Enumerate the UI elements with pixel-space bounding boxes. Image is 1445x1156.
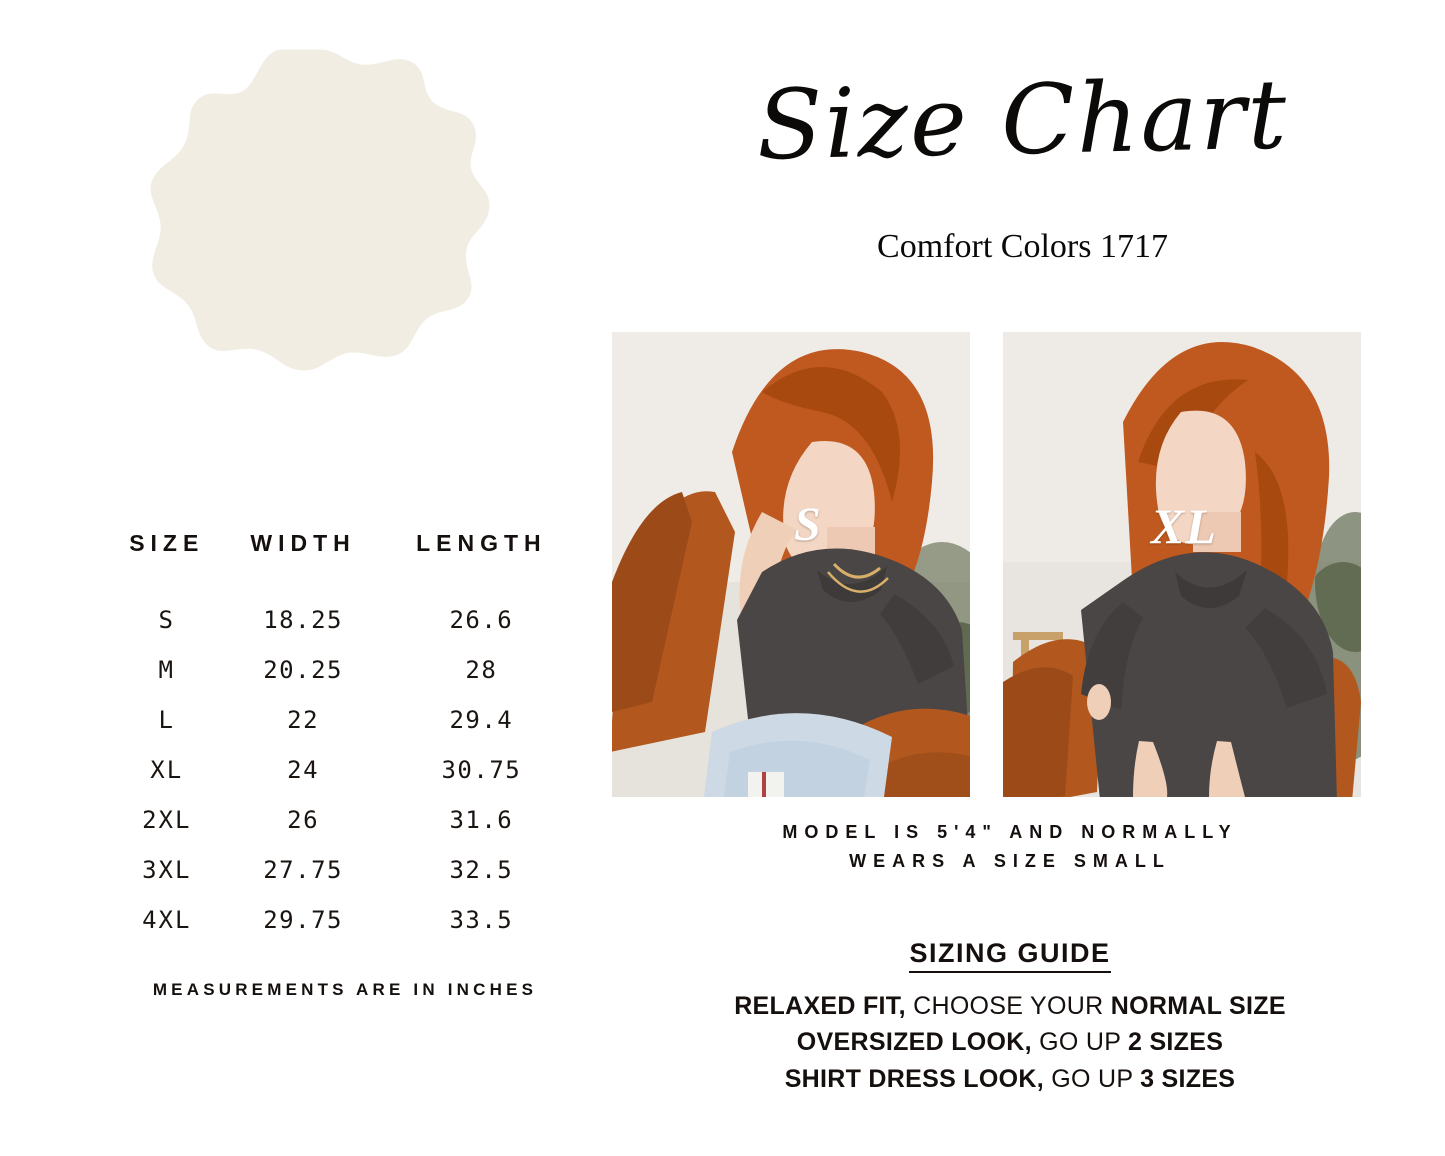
guide-line-3-plain: GO UP [1043, 1064, 1141, 1093]
right-column [600, 0, 1445, 1156]
sizing-guide-line [600, 1024, 1420, 1060]
left-column [0, 0, 600, 1156]
table-row [110, 745, 580, 795]
photo-size-label-xl: XL [1151, 498, 1217, 554]
cell-size: S [158, 606, 175, 634]
model-photo-xl [1003, 332, 1361, 797]
size-table [110, 530, 580, 945]
table-row [110, 845, 580, 895]
table-header-row [110, 530, 580, 595]
sizing-guide-line [600, 1061, 1420, 1097]
cell-length: 28 [465, 656, 498, 684]
photo-size-label-s: S [794, 498, 822, 551]
cell-width: 18.25 [263, 606, 343, 634]
sizing-guide-title [600, 938, 1420, 969]
table-row [110, 645, 580, 695]
measurements-note: MEASUREMENTS ARE IN INCHES [152, 980, 538, 999]
model-note [600, 818, 1420, 876]
size-table-wrapper [110, 530, 580, 945]
guide-line-2-strong-1: OVERSIZED LOOK, [796, 1028, 1032, 1057]
table-row [110, 695, 580, 745]
table-row [110, 795, 580, 845]
table-row [110, 595, 580, 645]
page-subtitle: Comfort Colors 1717 [877, 228, 1168, 265]
photo-gallery [612, 332, 1362, 797]
cell-length: 26.6 [449, 606, 514, 634]
sizing-guide-title-text: SIZING GUIDE [909, 938, 1110, 973]
model-note-line-2: WEARS A SIZE SMALL [849, 850, 1171, 871]
guide-line-1-strong-1: RELAXED FIT, [734, 992, 906, 1020]
column-header-size: SIZE [129, 530, 205, 556]
cell-length: 31.6 [449, 806, 514, 834]
guide-line-2-plain: GO UP [1031, 1028, 1128, 1057]
cell-width: 24 [287, 756, 320, 784]
cell-width: 26 [287, 806, 320, 834]
decorative-scalloped-blob [130, 42, 510, 452]
cell-length: 30.75 [441, 756, 522, 784]
guide-line-3-strong-1: SHIRT DRESS LOOK, [784, 1064, 1044, 1093]
cell-length: 32.5 [449, 856, 514, 884]
sizing-guide-lines [600, 988, 1420, 1097]
cell-width: 27.75 [263, 856, 343, 884]
page-title: Size Chart [755, 58, 1290, 182]
cell-size: XL [150, 756, 184, 784]
guide-line-3-strong-2: 3 SIZES [1140, 1064, 1236, 1093]
model-note-line-1: MODEL IS 5'4" AND NORMALLY [782, 822, 1238, 842]
guide-line-1-strong-2: NORMAL SIZE [1110, 992, 1286, 1020]
cell-size: 2XL [142, 806, 192, 834]
table-row [110, 895, 580, 945]
column-header-width: WIDTH [250, 530, 356, 556]
cell-length: 33.5 [449, 906, 514, 934]
cell-width: 22 [287, 706, 320, 734]
cell-length: 29.4 [449, 706, 514, 734]
sizing-guide-line [600, 988, 1420, 1024]
guide-line-2-strong-2: 2 SIZES [1128, 1028, 1224, 1057]
guide-line-1-plain: CHOOSE YOUR [905, 992, 1111, 1020]
model-photo-small [612, 332, 970, 797]
cell-width: 29.75 [263, 906, 343, 934]
cell-size: L [158, 706, 175, 734]
column-header-length: LENGTH [416, 530, 547, 556]
cell-size: 3XL [142, 856, 192, 884]
cell-width: 20.25 [263, 656, 343, 684]
cell-size: M [158, 656, 175, 684]
cell-size: 4XL [142, 906, 192, 934]
